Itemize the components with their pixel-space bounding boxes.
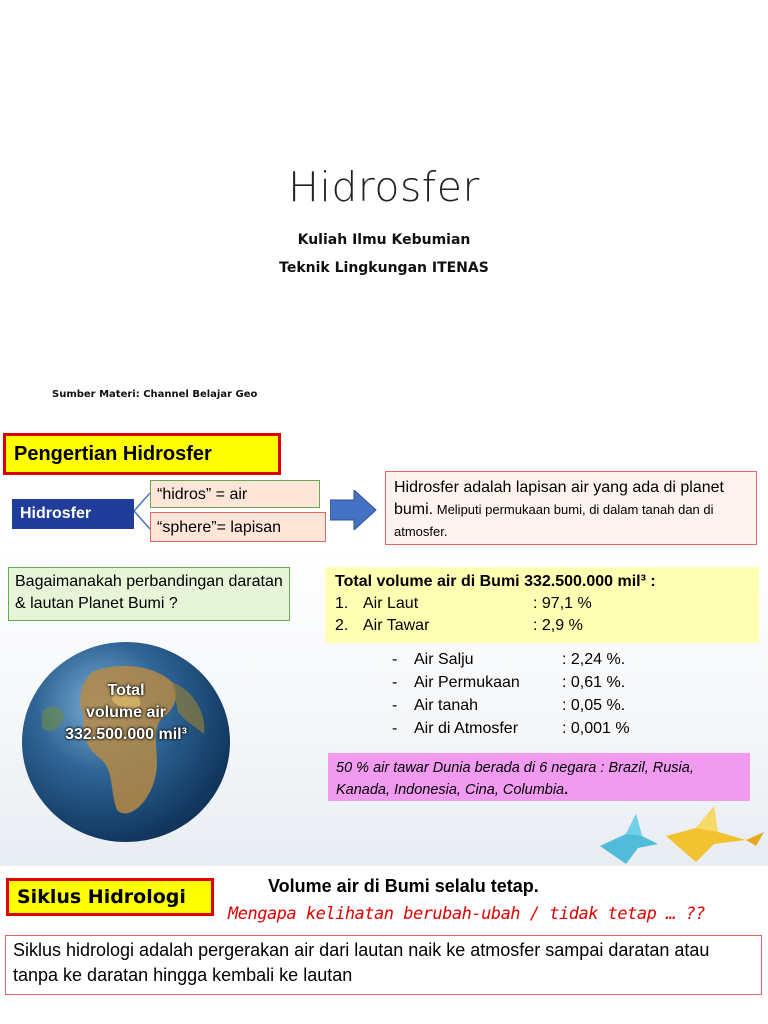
list-item: [392, 694, 630, 717]
list-item: [392, 648, 630, 671]
question-box: Bagaimanakah perbandingan daratan & lautan Planet Bumi ?: [8, 567, 290, 621]
list-item: [392, 717, 630, 740]
right-arrow-icon: [330, 490, 378, 530]
section-title-pengertian: Pengertian Hidrosfer: [3, 433, 281, 475]
globe-label-line: 332.500.000 mil³: [65, 726, 187, 743]
globe-label-line: Total: [107, 682, 145, 699]
dash: -: [392, 674, 398, 691]
item-label: Air Tawar: [363, 617, 430, 634]
source-credit: Sumber Materi: Channel Belajar Geo: [52, 389, 258, 400]
subtitle-course: Kuliah Ilmu Kebumian: [297, 232, 471, 248]
cycle-definition: Siklus hidrologi adalah pergerakan air dari lautan naik ke atmosfer sampai daratan atau tanpa ke daratan hingga kembali ke lautan: [5, 935, 762, 995]
slide-pengertian: [0, 426, 768, 866]
item-value: : 97,1 %: [533, 595, 592, 612]
item-value: : 2,9 %: [533, 617, 583, 634]
item-label: Air di Atmosfer: [414, 720, 519, 737]
item-number: 2.: [335, 617, 349, 634]
item-number: 1.: [335, 595, 349, 612]
item-label: Air Permukaan: [414, 674, 520, 691]
section-title-siklus: Siklus Hidrologi: [6, 878, 214, 916]
volume-note: Volume air di Bumi selalu tetap.: [268, 876, 539, 896]
countries-note: [328, 753, 750, 801]
dash: -: [392, 697, 398, 714]
etymology-sphere: “sphere”= lapisan: [150, 512, 326, 542]
total-heading: Total volume air di Bumi 332.500.000 mil³ :: [335, 573, 656, 590]
definition-detail: Meliputi permukaan bumi, di dalam tanah dan di atmosfer.: [394, 502, 714, 539]
item-value: : 0,001 %: [562, 720, 630, 737]
origami-birds-image: [596, 806, 768, 866]
page-title: Hidrosfer: [288, 163, 480, 211]
list-item: [335, 615, 749, 637]
etymology-hidros: “hidros” = air: [150, 480, 320, 508]
countries-period: .: [564, 782, 569, 798]
globe-label: [22, 680, 230, 746]
item-value: : 0,61 %.: [562, 674, 626, 691]
globe-label-line: volume air: [85, 704, 167, 721]
item-value: : 2,24 %.: [562, 651, 626, 668]
dash: -: [392, 651, 398, 668]
slide-siklus: [0, 866, 768, 1024]
list-item: [392, 671, 630, 694]
term-box: Hidrosfer: [12, 499, 134, 529]
total-volume-box: [325, 567, 759, 643]
countries-text: 50 % air tawar Dunia berada di 6 negara : Brazil, Rusia, Kanada, Indonesia, Cina, Columbia: [336, 760, 694, 798]
item-label: Air Salju: [414, 651, 474, 668]
cycle-question: Mengapa kelihatan berubah-ubah / tidak tetap … ??: [228, 904, 706, 924]
dash: -: [392, 720, 398, 737]
list-item: [335, 593, 749, 615]
freshwater-breakdown: [392, 648, 630, 740]
definition-main: Hidrosfer adalah lapisan air yang ada di planet bumi.: [394, 479, 724, 518]
item-value: : 0,05 %.: [562, 697, 626, 714]
item-label: Air Laut: [363, 595, 419, 612]
definition-box: [385, 471, 757, 545]
item-label: Air tanah: [414, 697, 479, 714]
subtitle-program: Teknik Lingkungan ITENAS: [279, 260, 489, 276]
